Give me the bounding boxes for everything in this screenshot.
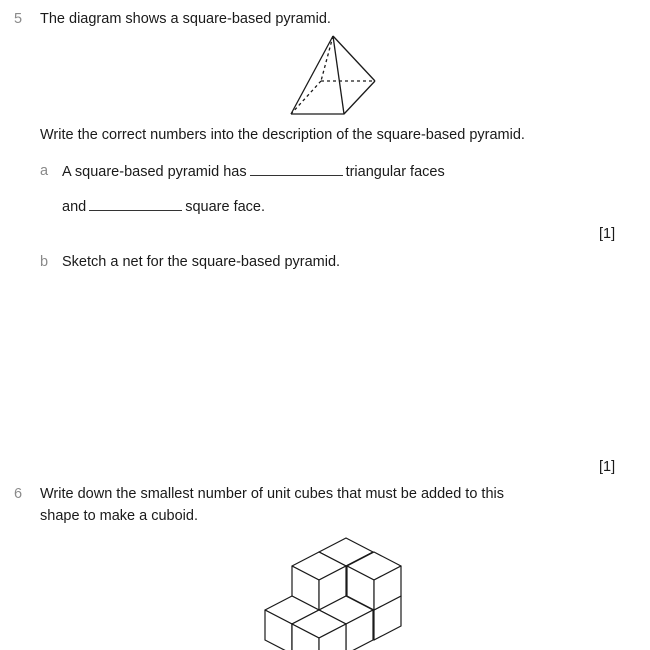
question-text-line2: shape to make a cuboid. bbox=[40, 508, 198, 524]
question-number: 5 bbox=[14, 11, 23, 27]
part-a-line1 bbox=[62, 161, 445, 182]
part-b-label: b bbox=[40, 254, 49, 270]
part-a-label: a bbox=[40, 163, 49, 179]
answer-blank-triangular[interactable] bbox=[250, 161, 343, 176]
question-text-line1: Write down the smallest number of unit cubes that must be added to this bbox=[40, 486, 504, 502]
part-a-line2-before: and bbox=[62, 199, 87, 215]
part-a-line1-before: A square-based pyramid has bbox=[62, 164, 247, 180]
part-a-line2 bbox=[62, 196, 265, 217]
part-a-line2-after: square face. bbox=[185, 199, 266, 215]
answer-blank-square[interactable] bbox=[89, 196, 182, 211]
instruction-text: Write the correct numbers into the description of the square-based pyramid. bbox=[40, 127, 525, 143]
marks-part-a: [1] bbox=[599, 226, 616, 242]
part-b-text: Sketch a net for the square-based pyramid. bbox=[62, 254, 341, 270]
part-a-line1-after: triangular faces bbox=[345, 164, 445, 180]
pyramid-diagram bbox=[285, 32, 381, 118]
question-text: The diagram shows a square-based pyramid. bbox=[40, 11, 331, 27]
cube-stack-diagram bbox=[258, 528, 408, 650]
question-number: 6 bbox=[14, 486, 23, 502]
marks-part-b: [1] bbox=[599, 459, 616, 475]
